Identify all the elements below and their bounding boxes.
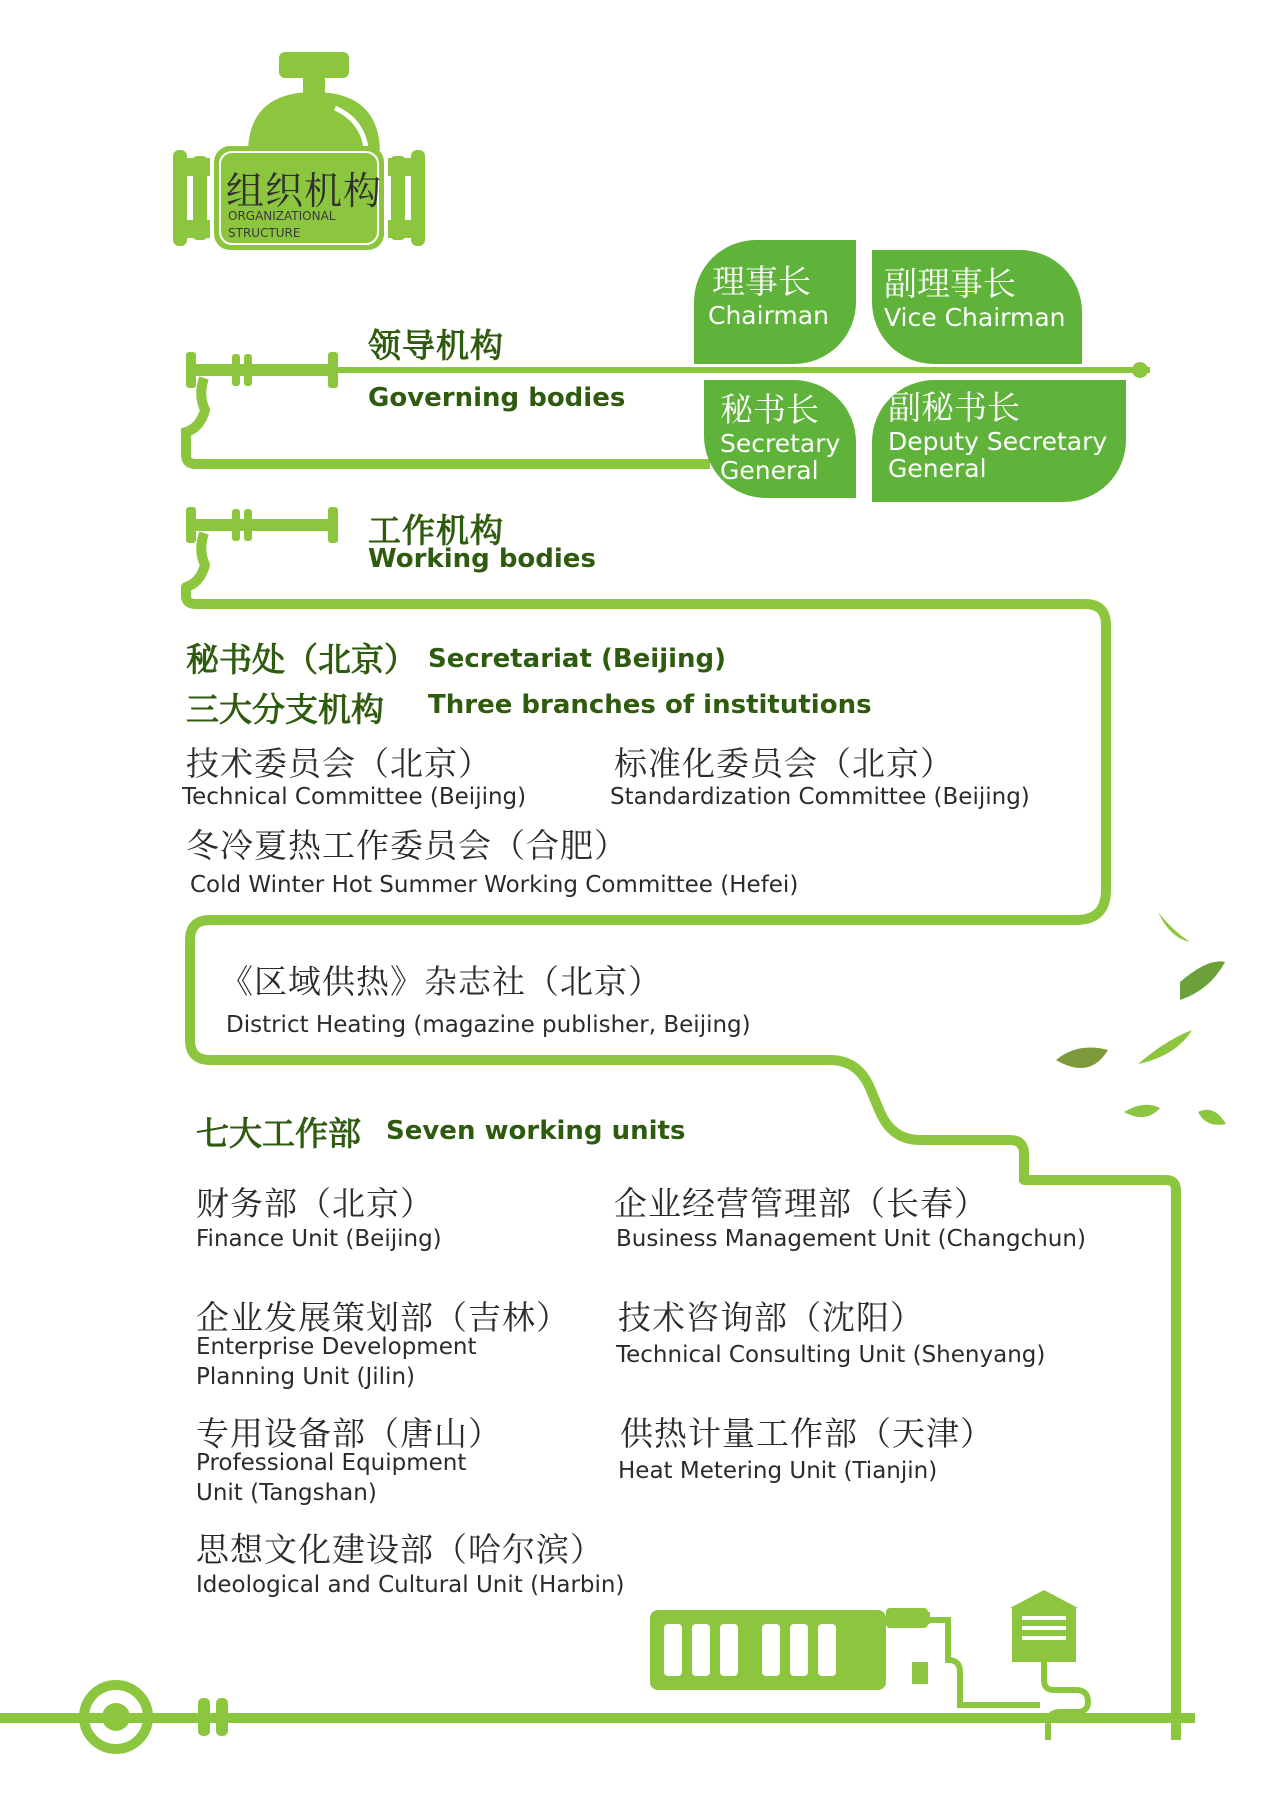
boiler-icon — [1010, 1590, 1078, 1662]
branch-technical-en: Technical Committee (Beijing) — [182, 784, 527, 810]
branches-title-en: Three branches of institutions — [428, 690, 872, 720]
units-title-en: Seven working units — [386, 1116, 686, 1146]
unit-business-management-cn: 企业经营管理部（长春） — [614, 1184, 988, 1223]
branch-standardization-en: Standardization Committee (Beijing) — [610, 784, 1030, 810]
radiator-icon — [650, 1608, 930, 1690]
role-secretary-general-en: Secretary General — [720, 429, 841, 485]
coil-pipe — [1044, 1662, 1088, 1740]
unit-technical-consulting-en: Technical Consulting Unit (Shenyang) — [616, 1342, 1046, 1368]
header-title-en: ORGANIZATIONAL STRUCTURE — [228, 209, 336, 240]
unit-enterprise-development-cn: 企业发展策划部（吉林） — [196, 1298, 570, 1337]
magazine-en: District Heating (magazine publisher, Beijing) — [226, 1012, 751, 1038]
working-pipe — [186, 507, 338, 543]
unit-professional-equipment-en: Professional Equipment Unit (Tangshan) — [196, 1450, 467, 1506]
branch-cold-winter-en: Cold Winter Hot Summer Working Committee (Hefei) — [190, 872, 799, 898]
magazine-cn: 《区域供热》杂志社（北京） — [220, 962, 662, 1001]
secretariat-en: Secretariat (Beijing) — [428, 644, 727, 674]
unit-heat-metering-cn: 供热计量工作部（天津） — [620, 1414, 994, 1453]
tap-icon — [912, 1662, 928, 1684]
unit-finance-cn: 财务部（北京） — [196, 1184, 434, 1223]
role-chairman — [694, 240, 856, 364]
role-vice-chairman-cn: 副理事长 — [884, 264, 1016, 303]
unit-technical-consulting-cn: 技术咨询部（沈阳） — [618, 1298, 924, 1337]
unit-finance-en: Finance Unit (Beijing) — [196, 1226, 442, 1252]
governing-title-cn: 领导机构 — [368, 326, 504, 365]
role-secretary-general-cn: 秘书长 — [720, 390, 819, 429]
unit-enterprise-development-en: Enterprise Development Planning Unit (Jilin) — [196, 1334, 477, 1390]
unit-business-management-en: Business Management Unit (Changchun) — [616, 1226, 1086, 1252]
governing-title-en: Governing bodies — [368, 383, 626, 413]
secretariat-cn: 秘书处（北京） — [186, 640, 417, 679]
branches-title-cn: 三大分支机构 — [186, 690, 384, 729]
role-deputy-secretary-general — [872, 380, 1126, 502]
branch-cold-winter-cn: 冬冷夏热工作委员会（合肥） — [186, 826, 628, 865]
branch-standardization-cn: 标准化委员会（北京） — [614, 744, 954, 783]
leaf-icons — [1056, 912, 1226, 1125]
branch-technical-cn: 技术委员会（北京） — [186, 744, 492, 783]
role-deputy-secretary-general-en: Deputy Secretary General — [888, 427, 1108, 483]
role-vice-chairman — [872, 250, 1082, 364]
unit-professional-equipment-cn: 专用设备部（唐山） — [196, 1414, 502, 1453]
units-title-cn: 七大工作部 — [196, 1114, 361, 1153]
unit-ideological-cultural-en: Ideological and Cultural Unit (Harbin) — [196, 1572, 625, 1598]
role-chairman-en: Chairman — [708, 301, 829, 330]
working-title-cn: 工作机构 — [368, 511, 504, 550]
bottom-pipe — [0, 1685, 1195, 1749]
role-deputy-secretary-general-cn: 副秘书长 — [888, 388, 1020, 427]
header-title-cn: 组织机构 — [226, 169, 383, 213]
unit-heat-metering-en: Heat Metering Unit (Tianjin) — [618, 1458, 938, 1484]
role-vice-chairman-en: Vice Chairman — [884, 303, 1066, 332]
role-chairman-cn: 理事长 — [712, 262, 811, 301]
unit-ideological-cultural-cn: 思想文化建设部（哈尔滨） — [196, 1530, 604, 1569]
role-secretary-general — [704, 380, 856, 498]
working-title-en: Working bodies — [368, 544, 596, 574]
